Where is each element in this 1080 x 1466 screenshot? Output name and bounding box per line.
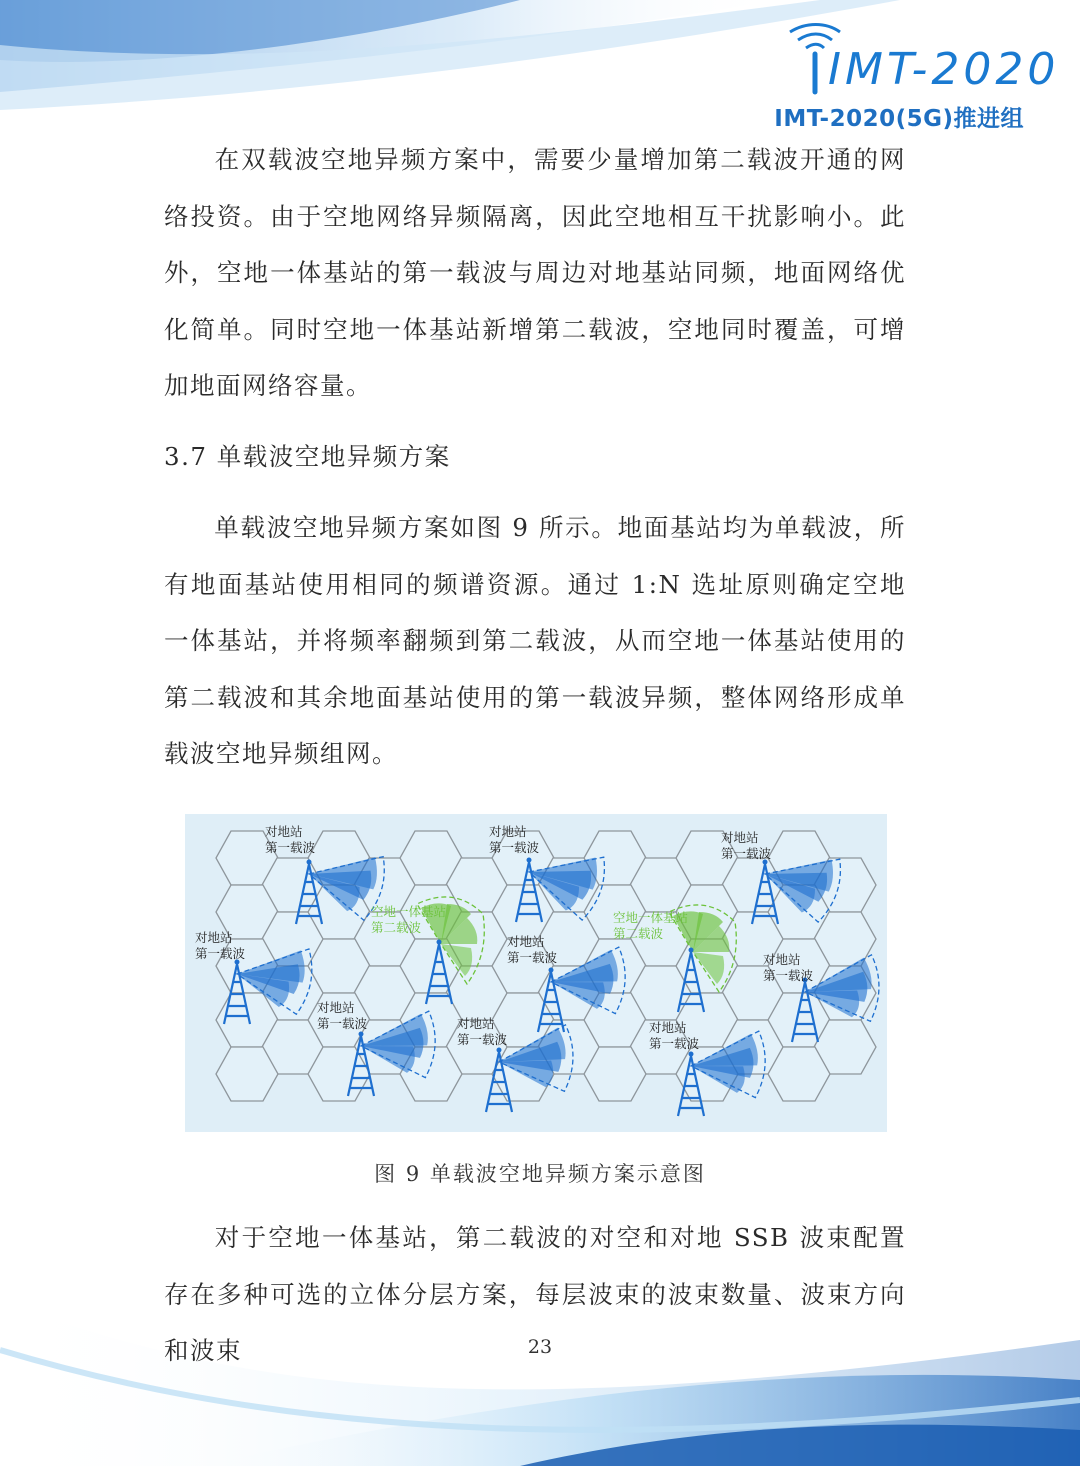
label-line1: 对地站 — [763, 952, 801, 967]
page-number: 23 — [527, 1336, 553, 1358]
paragraph-1-text: 在双载波空地异频方案中，需要少量增加第二载波开通的网络投资。由于空地网络异频隔离，因此空地相互干扰影响小。此外，空地一体基站的第一载波与周边对地基站同频，地面网络优化简单。同时空地一体基站新增第二载波，空地同时覆盖，可增加地面网络容量。 — [164, 145, 906, 400]
label-line2: 第一载波 — [507, 950, 558, 965]
label-line2: 第二载波 — [371, 920, 422, 935]
paragraph-2 — [164, 500, 906, 783]
label-line2: 第一载波 — [763, 968, 814, 983]
label-line1: 对地站 — [265, 824, 303, 839]
label-line1: 空地一体基站 — [371, 904, 447, 919]
paragraph-1 — [164, 132, 906, 415]
label-line1: 对地站 — [721, 830, 759, 845]
paragraph-2-text: 单载波空地异频方案如图 9 所示。地面基站均为单载波，所有地面基站使用相同的频谱资源。通过 1:N 选址原则确定空地一体基站，并将频率翻频到第二载波，从而空地一体基站使用的第二载波和其余地面基站使用的第一载波异频，整体网络形成单载波空地异频组网。 — [164, 513, 906, 768]
paragraph-3-text: 对于空地一体基站，第二载波的对空和对地 SSB 波束配置存在多种可选的立体分层方案，每层波束的波束数量、波束方向和波束 — [164, 1223, 906, 1365]
label-line1: 对地站 — [489, 824, 527, 839]
label-line2: 第一载波 — [649, 1036, 700, 1051]
label-line1: 对地站 — [195, 930, 233, 945]
label-line2: 第一载波 — [265, 840, 316, 855]
figure-9-diagram — [185, 814, 887, 1132]
label-line1: 对地站 — [649, 1020, 687, 1035]
label-line1: 空地一体基站 — [613, 910, 689, 925]
logo-text: IMT-2020 — [828, 44, 1060, 95]
figure-caption: 图 9 单载波空地异频方案示意图 — [374, 1162, 706, 1186]
label-line2: 第二载波 — [613, 926, 664, 941]
label-line2: 第一载波 — [195, 946, 246, 961]
label-line1: 对地站 — [457, 1016, 495, 1031]
label-line1: 对地站 — [507, 934, 545, 949]
label-line2: 第一载波 — [317, 1016, 368, 1031]
label-line2: 第一载波 — [721, 846, 772, 861]
label-line1: 对地站 — [317, 1000, 355, 1015]
section-heading: 3.7 单载波空地异频方案 — [164, 442, 451, 471]
label-line2: 第一载波 — [457, 1032, 508, 1047]
organization-subtitle: IMT-2020(5G)推进组 — [774, 106, 1024, 132]
label-line2: 第一载波 — [489, 840, 540, 855]
